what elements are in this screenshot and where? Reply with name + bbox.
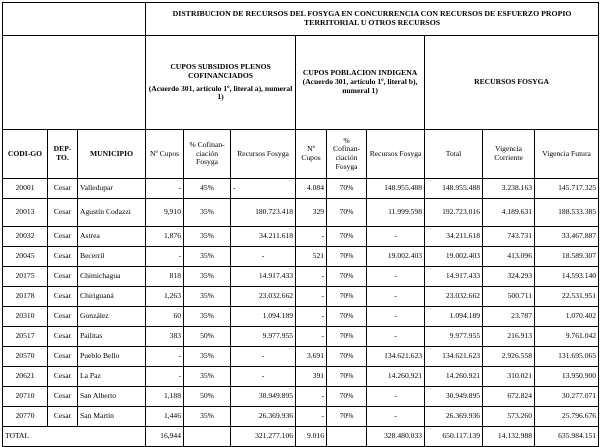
cell-total: 30.949.895	[425, 387, 483, 407]
cell-cofin2: 70%	[327, 227, 367, 247]
col-rec2: Recursos Fosyga	[367, 130, 425, 179]
cell-depto: Cesar	[48, 247, 78, 267]
cell-vig-fut: 188.533.385	[535, 199, 599, 227]
cell-vig-fut: 22.531.951	[535, 287, 599, 307]
cell-cofin2: 70%	[327, 267, 367, 287]
col-codigo: CODI-GO	[3, 130, 48, 179]
cell-cupos1: 60	[146, 307, 184, 327]
col-vig-fut: Vigencia Futura	[535, 130, 599, 179]
cell-vig-corr: 3.238.163	[483, 179, 535, 199]
cell-cofin2: 70%	[327, 407, 367, 427]
cell-depto: Cesar	[48, 347, 78, 367]
top-left-blank	[3, 3, 146, 36]
cell-municipio: Chimichagua	[78, 267, 146, 287]
cell-cupos2: -	[296, 307, 327, 327]
cell-rec2: 11.999.598	[367, 199, 425, 227]
cell-cupos1: -	[146, 347, 184, 367]
cell-vig-corr: 23.787	[483, 307, 535, 327]
cell-total: 19.002.403	[425, 247, 483, 267]
col-total: Total	[425, 130, 483, 179]
totals-row	[3, 427, 599, 447]
cell-vig-corr: 4.189.631	[483, 199, 535, 227]
cell-depto: Cesar	[48, 307, 78, 327]
group2-title: CUPOS POBLACION INDIGENA	[302, 68, 418, 78]
cell-rec1: -	[231, 367, 296, 387]
cell-cupos2: -	[296, 267, 327, 287]
cell-depto: Cesar	[48, 407, 78, 427]
table-row	[3, 227, 599, 247]
cell-vig-corr: 500.711	[483, 287, 535, 307]
cell-rec1: -	[231, 179, 296, 199]
cell-depto: Cesar	[48, 287, 78, 307]
cell-codigo: 20045	[3, 247, 48, 267]
cell-cupos1: -	[146, 247, 184, 267]
total-cofin2-blank	[327, 427, 367, 447]
cell-codigo: 20770	[3, 407, 48, 427]
cell-vig-corr: 216.913	[483, 327, 535, 347]
cell-cupos1: 9,910	[146, 199, 184, 227]
cell-total: 9.977.955	[425, 327, 483, 347]
cell-rec1: 23.032.662	[231, 287, 296, 307]
cell-vig-fut: 1.070.402	[535, 307, 599, 327]
cell-cofin2: 70%	[327, 247, 367, 267]
cell-vig-corr: 324.293	[483, 267, 535, 287]
cell-cupos1: 1,263	[146, 287, 184, 307]
cell-cofin2: 70%	[327, 179, 367, 199]
cell-cupos1: -	[146, 367, 184, 387]
cell-depto: Cesar	[48, 327, 78, 347]
cell-cofin1: 35%	[184, 367, 231, 387]
cell-municipio: González	[78, 307, 146, 327]
group1-subtitle: (Acuerdo 301, artículo 1º, literal a), numeral 1)	[148, 83, 293, 102]
col-cofin2: % Cofinan-ciación Fosyga	[327, 130, 367, 179]
cell-codigo: 20621	[3, 367, 48, 387]
cell-rec2: 134.621.623	[367, 347, 425, 367]
table-row	[3, 347, 599, 367]
cell-codigo: 20310	[3, 307, 48, 327]
total-vig-corr: 14.132.988	[483, 427, 535, 447]
mid-left-blank	[3, 36, 146, 130]
col-rec1: Recursos Fosyga	[231, 130, 296, 179]
group2-subtitle: (Acuerdo 301, artículo 1º, literal b), numeral 1)	[302, 77, 418, 95]
cell-total: 134.621.623	[425, 347, 483, 367]
cell-total: 14.917.433	[425, 267, 483, 287]
group-header-fosyga: RECURSOS FOSYGA	[425, 36, 599, 130]
cell-rec1: 9.977.955	[231, 327, 296, 347]
cell-cofin1: 35%	[184, 267, 231, 287]
cell-cupos2: -	[296, 387, 327, 407]
cell-codigo: 20710	[3, 387, 48, 407]
cell-cupos2: -	[296, 327, 327, 347]
cell-municipio: Agustín Codazzi	[78, 199, 146, 227]
cell-rec2: 148.955.488	[367, 179, 425, 199]
cell-depto: Cesar	[48, 367, 78, 387]
cell-rec2: -	[367, 267, 425, 287]
cell-total: 14.260.921	[425, 367, 483, 387]
cell-municipio: Becerril	[78, 247, 146, 267]
total-rec2: 328.480.033	[367, 427, 425, 447]
cell-cofin2: 70%	[327, 327, 367, 347]
totals-label: TOTAL	[3, 427, 146, 447]
cell-municipio: Astrea	[78, 227, 146, 247]
cell-cupos1: 818	[146, 267, 184, 287]
cell-cofin1: 35%	[184, 247, 231, 267]
cell-codigo: 20178	[3, 287, 48, 307]
cell-municipio: San Alberto	[78, 387, 146, 407]
col-depto: DEP-TO.	[48, 130, 78, 179]
table-row	[3, 307, 599, 327]
table-row	[3, 327, 599, 347]
total-vig-fut: 635.984.151	[535, 427, 599, 447]
total-total: 650.117.139	[425, 427, 483, 447]
cell-vig-fut: 145.717.325	[535, 179, 599, 199]
cell-municipio: La Paz	[78, 367, 146, 387]
cell-cofin1: 35%	[184, 199, 231, 227]
cell-rec2: -	[367, 327, 425, 347]
cell-cofin1: 35%	[184, 347, 231, 367]
table-row	[3, 287, 599, 307]
cell-municipio: Chiriguaná	[78, 287, 146, 307]
cell-total: 34.211.618	[425, 227, 483, 247]
cell-cupos1: 1,188	[146, 387, 184, 407]
table-row	[3, 407, 599, 427]
cell-cupos1: 1,446	[146, 407, 184, 427]
cell-cupos2: 521	[296, 247, 327, 267]
cell-rec2: -	[367, 407, 425, 427]
cell-depto: Cesar	[48, 179, 78, 199]
cell-rec1: 1.094.189	[231, 307, 296, 327]
table-title: DISTRIBUCION DE RECURSOS DEL FOSYGA EN CONCURRENCIA CON RECURSOS DE ESFUERZO PROPIO TERRITORIAL U OTROS RECURSOS	[146, 3, 599, 36]
cell-vig-corr: 672.824	[483, 387, 535, 407]
cell-rec1: 34.211.618	[231, 227, 296, 247]
cell-rec1: 30.949.895	[231, 387, 296, 407]
cell-cofin2: 70%	[327, 287, 367, 307]
cell-vig-fut: 18.589.307	[535, 247, 599, 267]
cell-cofin2: 70%	[327, 347, 367, 367]
cell-cofin1: 50%	[184, 327, 231, 347]
cell-rec1: 14.917.433	[231, 267, 296, 287]
cell-cupos2: -	[296, 227, 327, 247]
table-row	[3, 199, 599, 227]
cell-cupos2: 329	[296, 199, 327, 227]
cell-cupos2: 3.691	[296, 347, 327, 367]
cell-cofin2: 70%	[327, 387, 367, 407]
cell-total: 23.032.662	[425, 287, 483, 307]
cell-cofin2: 70%	[327, 367, 367, 387]
cell-cofin2: 70%	[327, 307, 367, 327]
cell-cupos1: 383	[146, 327, 184, 347]
cell-codigo: 20001	[3, 179, 48, 199]
cell-vig-fut: 33.467.887	[535, 227, 599, 247]
cell-municipio: San Martín	[78, 407, 146, 427]
cell-depto: Cesar	[48, 227, 78, 247]
cell-cofin1: 35%	[184, 287, 231, 307]
cell-cupos1: -	[146, 179, 184, 199]
cell-codigo: 20013	[3, 199, 48, 227]
cell-codigo: 20032	[3, 227, 48, 247]
col-cupos1: Nº Cupos	[146, 130, 184, 179]
cell-cofin1: 45%	[184, 179, 231, 199]
group-header-indigena	[296, 36, 425, 130]
cell-cofin1: 35%	[184, 407, 231, 427]
cell-vig-corr: 743.731	[483, 227, 535, 247]
cell-cupos2: -	[296, 407, 327, 427]
table-row	[3, 387, 599, 407]
col-cofin1: % Cofinan-ciación Fosyga	[184, 130, 231, 179]
cell-rec1: 180.723.418	[231, 199, 296, 227]
cell-vig-fut: 9.761.042	[535, 327, 599, 347]
col-vig-corr: Vigencia Corriente	[483, 130, 535, 179]
cell-vig-corr: 573.260	[483, 407, 535, 427]
cell-rec2: -	[367, 287, 425, 307]
cell-rec1: 26.369.936	[231, 407, 296, 427]
cell-cofin1: 50%	[184, 387, 231, 407]
col-municipio: MUNICIPIO	[78, 130, 146, 179]
cell-depto: Cesar	[48, 267, 78, 287]
table-row	[3, 267, 599, 287]
total-cupos2: 9.016	[296, 427, 327, 447]
cell-municipio: Pueblo Bello	[78, 347, 146, 367]
col-cupos2: Nº Cupos	[296, 130, 327, 179]
cell-total: 148.955.488	[425, 179, 483, 199]
cell-depto: Cesar	[48, 199, 78, 227]
cell-cupos1: 1,876	[146, 227, 184, 247]
cell-rec2: -	[367, 387, 425, 407]
cell-vig-corr: 310.021	[483, 367, 535, 387]
cell-rec2: -	[367, 227, 425, 247]
cell-codigo: 20517	[3, 327, 48, 347]
table-row	[3, 179, 599, 199]
cell-vig-fut: 13.950.900	[535, 367, 599, 387]
cell-vig-fut: 25.796.676	[535, 407, 599, 427]
cell-total: 26.369.936	[425, 407, 483, 427]
total-rec1: 321.277.106	[231, 427, 296, 447]
cell-cupos2: 4.084	[296, 179, 327, 199]
cell-total: 192.723.016	[425, 199, 483, 227]
cell-rec1: -	[231, 347, 296, 367]
group1-title: CUPOS SUBSIDIOS PLENOS COFINANCIADOS	[170, 62, 271, 80]
fosyga-distribution-table	[2, 2, 599, 447]
cell-vig-corr: 2.926.558	[483, 347, 535, 367]
cell-rec2: 19.002.403	[367, 247, 425, 267]
cell-cofin1: 35%	[184, 227, 231, 247]
total-cofin1-blank	[184, 427, 231, 447]
cell-cofin1: 35%	[184, 307, 231, 327]
cell-municipio: Pailitas	[78, 327, 146, 347]
cell-rec1: -	[231, 247, 296, 267]
cell-depto: Cesar	[48, 387, 78, 407]
table-row	[3, 367, 599, 387]
cell-vig-fut: 14.593.140	[535, 267, 599, 287]
cell-municipio: Valledupar	[78, 179, 146, 199]
cell-vig-fut: 131.695.065	[535, 347, 599, 367]
cell-vig-corr: 413.096	[483, 247, 535, 267]
table-row	[3, 247, 599, 267]
cell-rec2: -	[367, 307, 425, 327]
cell-cofin2: 70%	[327, 199, 367, 227]
cell-vig-fut: 30.277.071	[535, 387, 599, 407]
cell-codigo: 20175	[3, 267, 48, 287]
group-header-subsidios	[146, 36, 296, 130]
cell-rec2: 14.260.921	[367, 367, 425, 387]
total-cupos1: 16,944	[146, 427, 184, 447]
cell-total: 1.094.189	[425, 307, 483, 327]
cell-cupos2: -	[296, 287, 327, 307]
cell-cupos2: 391	[296, 367, 327, 387]
cell-codigo: 20570	[3, 347, 48, 367]
